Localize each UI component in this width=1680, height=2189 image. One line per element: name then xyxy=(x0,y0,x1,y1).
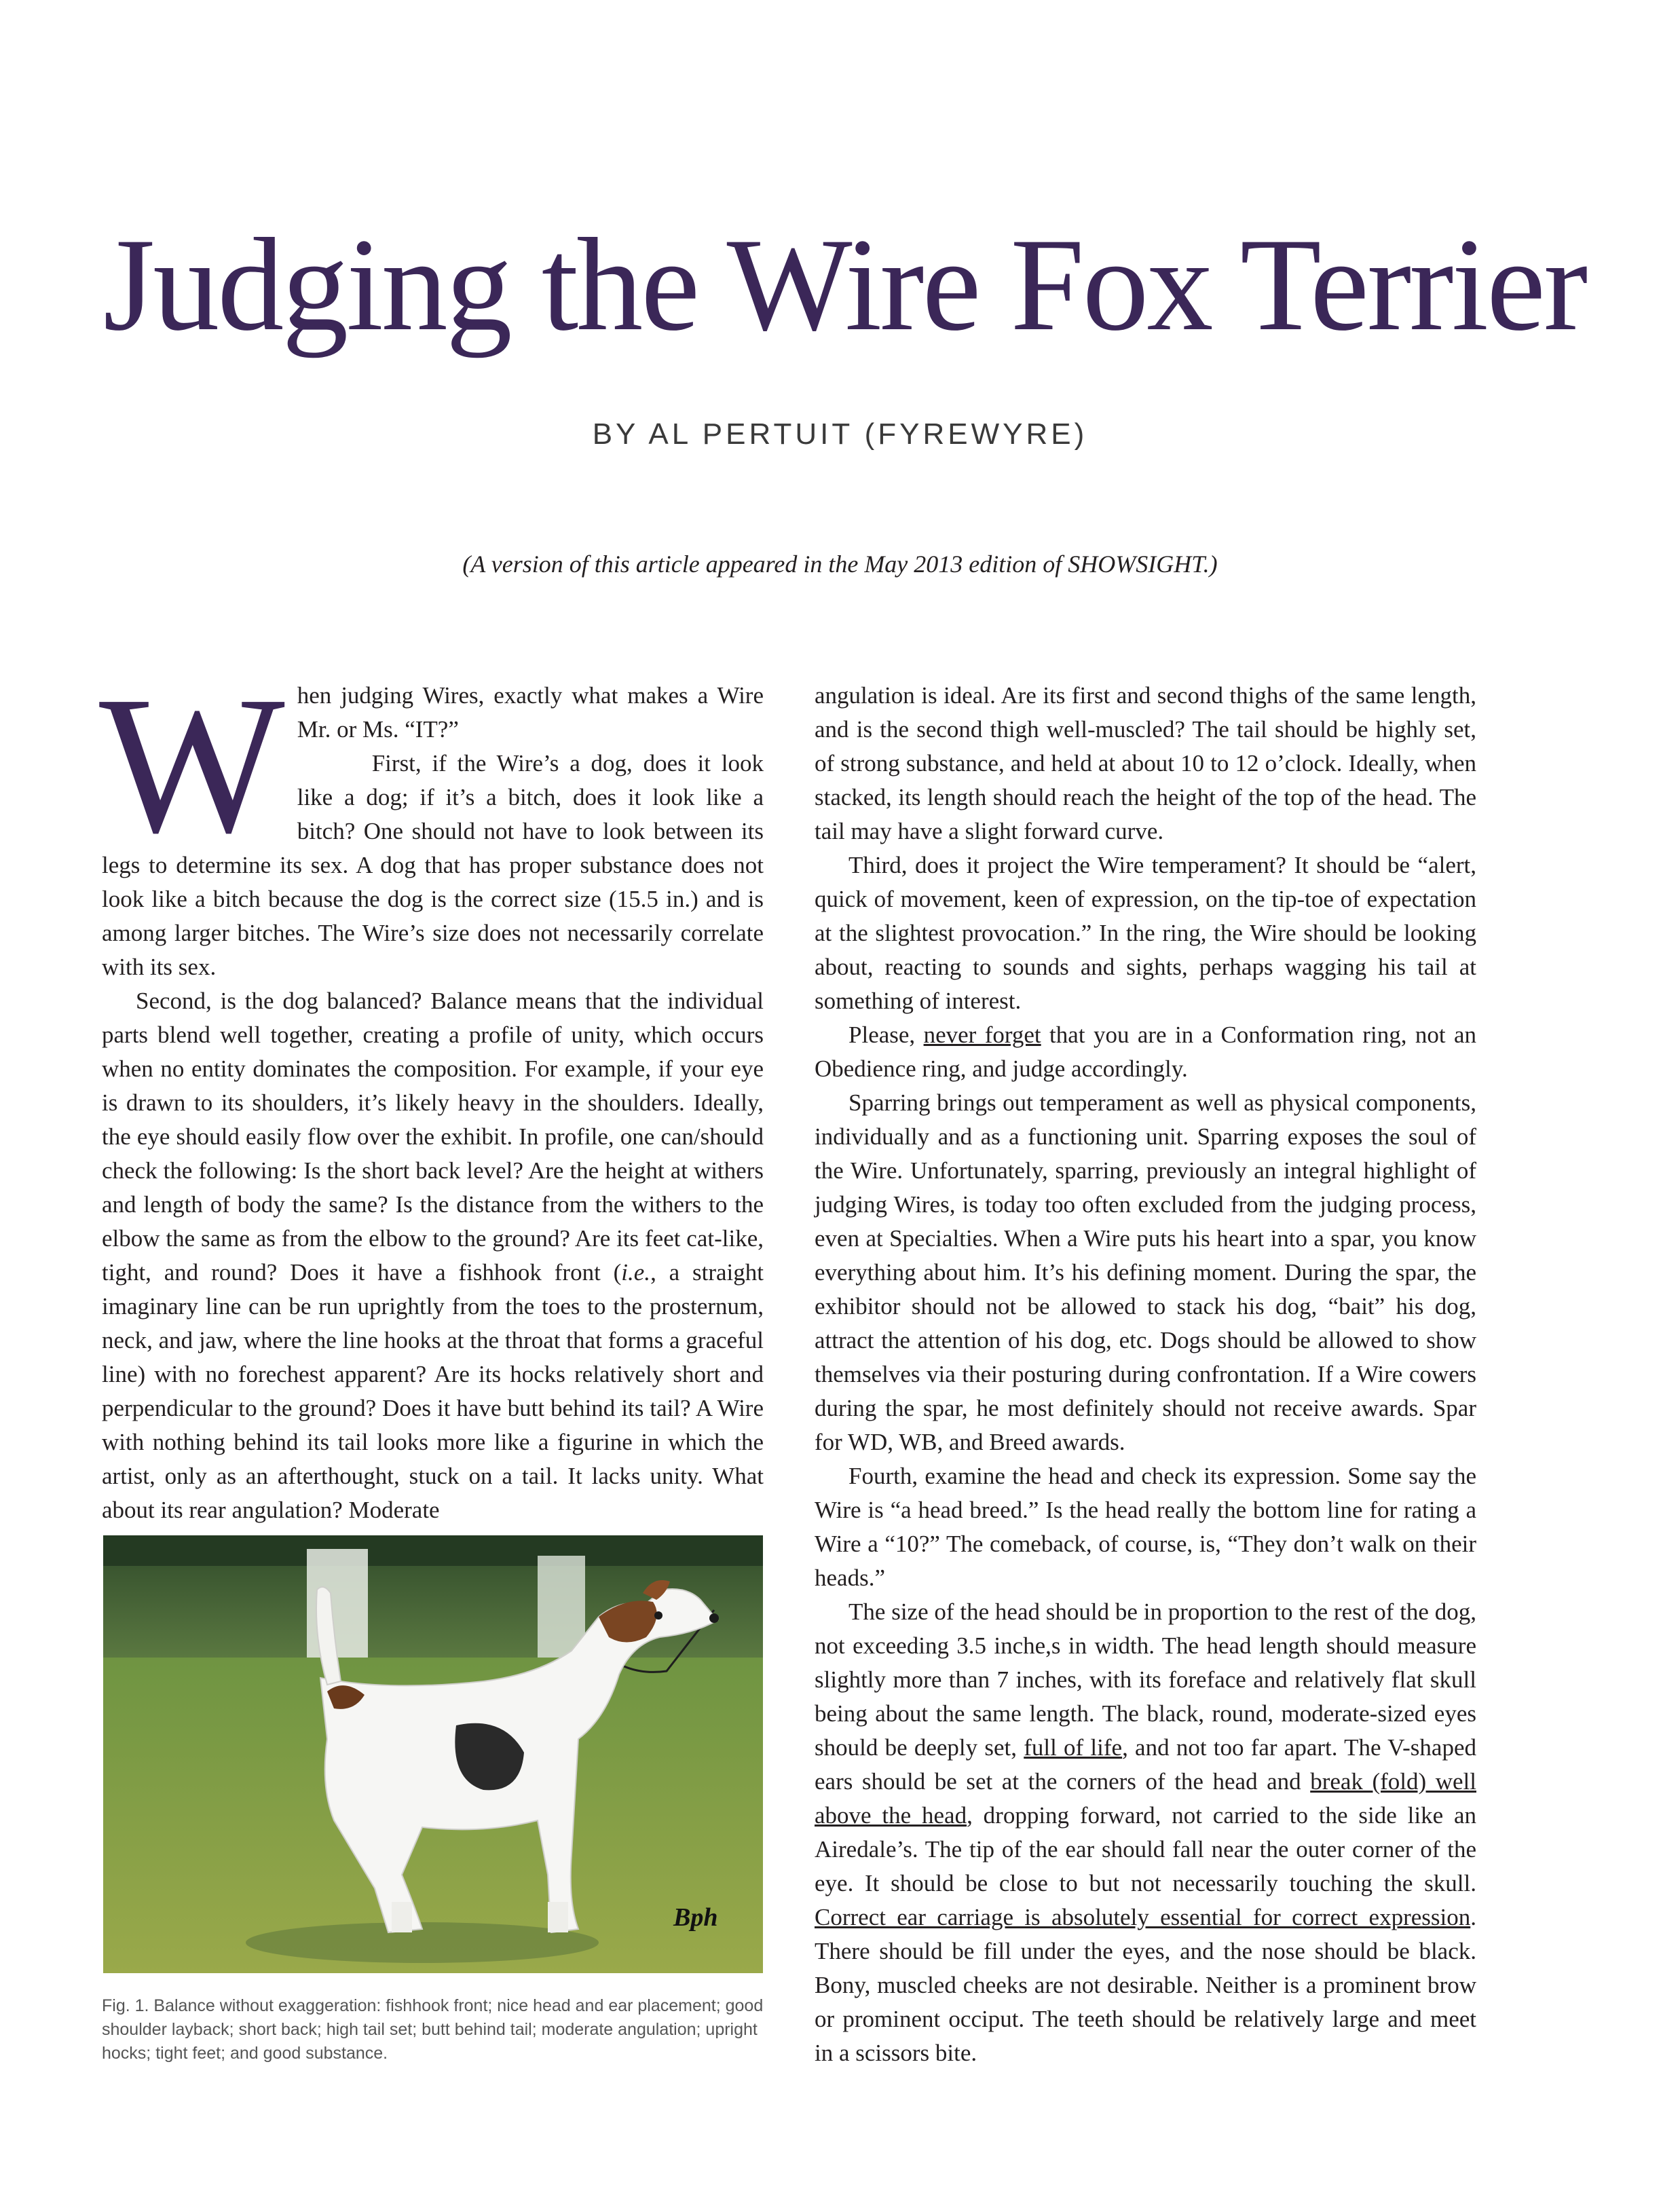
dog-photo xyxy=(103,1535,763,1973)
article-title: Judging the Wire Fox Terrier xyxy=(103,211,1586,358)
right-column xyxy=(815,679,1476,2070)
publication-note: (A version of this article appeared in the May 2013 edition of SHOWSIGHT.) xyxy=(462,550,1218,578)
drop-cap: W xyxy=(99,656,285,874)
figure-caption: Fig. 1. Balance without exaggeration: fishhook front; nice head and ear placement; good shoulder layback; short back; high tail set; butt behind tail; moderate angulation; upright hocks; tight feet; and good substance. xyxy=(102,1996,764,2063)
paragraph-1: When judging Wires, exactly what makes a Wire Mr. or Ms. “IT?” xyxy=(99,656,764,874)
paragraph-2: First, if the Wire’s a dog, does it look like a dog; if it’s a bitch, does it look like a bitch? One should not have to look between its legs to determine its sex. A dog that has proper substance does not look like a bitch because the dog is the correct size (15.5 in.) and is among larger bitches. The Wire’s size does not necessarily correlate with its sex. xyxy=(102,750,764,980)
byline: BY AL PERTUIT (FYREWYRE) xyxy=(592,417,1088,451)
paragraph-4: angulation is ideal. Are its first and second thighs of the same length, and is the second thigh well-muscled? The tail should be highly set, of strong substance, and held at about 10 to 12 o’clock. Ideally, when stacked, its length should reach the height of the top of the head. The tail may have a slight forward curve. xyxy=(815,682,1476,844)
left-column xyxy=(99,656,764,1527)
photographer-signature: Bph xyxy=(673,1903,718,1932)
paragraph-7: Sparring brings out temperament as well as physical components, individually and as a functioning unit. Sparring exposes the soul of the Wire. Unfortunately, sparring, previously an integral highlight of judging Wires, is today too often excluded from the judging process, even at Specialties. When a Wire puts his heart into a spar, you know everything about him. It’s his defining moment. During the spar, the exhibitor should not be allowed to stack his dog, “bait” his dog, attract the attention of his dog, etc. Dogs should be allowed to show themselves via their posturing during confrontation. If a Wire cowers during the spar, he most definitely should not receive awards. Spar for WD, WB, and Breed awards. xyxy=(815,1089,1476,1455)
paragraph-9: The size of the head should be in proportion to the rest of the dog, not exceeding 3.5 inche,s in width. The head length should measure slightly more than 7 inches, with its foreface and relatively flat skull being about the same length. The black, round, moderate-sized eyes should be deeply set, full of life, and not too far apart. The V-shaped ears should be set at the corners of the head and break (fold) well above the head, dropping forward, not carried to the side like an Airedale’s. The tip of the ear should fall near the outer corner of the eye. It should be close to but not necessarily touching the skull. Correct ear carriage is absolutely essential for correct expression. There should be fill under the eyes, and the nose should be black. Bony, muscled cheeks are not desirable. Neither is a prominent brow or prominent occiput. The teeth should be relatively large and meet in a scissors bite. xyxy=(815,1598,1476,2066)
paragraph-3: Second, is the dog balanced? Balance means that the individual parts blend well together, creating a profile of unity, which occurs when no entity dominates the composition. For example, if your eye is drawn to its shoulders, it’s likely heavy in the shoulders. Ideally, the eye should easily flow over the exhibit. In profile, one can/should check the following: Is the short back level? Are the height at withers and length of body the same? Is the distance from the withers to the elbow the same as from the elbow to the ground? Are its feet cat-like, tight, and round? Does it have a fishhook front (i.e., a straight imaginary line can be run uprightly from the toes to the prosternum, neck, and jaw, where the line hooks at the throat that forms a graceful line) with no forechest apparent? Are its hocks relatively short and perpendicular to the ground? Does it have butt behind its tail? A Wire with nothing behind its tail looks more like a figurine in which the artist, only as an afterthought, stuck on a tail. It lacks unity. What about its rear angulation? Moderate xyxy=(102,988,764,1523)
paragraph-6: Please, never forget that you are in a Conformation ring, not an Obedience ring, and judge accordingly. xyxy=(815,1022,1477,1082)
paragraph-5: Third, does it project the Wire temperament? It should be “alert, quick of movement, keen of expression, on the tip-toe of expectation at the slightest provocation.” In the ring, the Wire should be looking about, reacting to sounds and sights, perhaps wagging his tail at something of interest. xyxy=(815,852,1476,1014)
paragraph-8: Fourth, examine the head and check its expression. Some say the Wire is “a head breed.” Is the head really the bottom line for rating a Wire a “10?” The comeback, of course, is, “They don’t walk on their heads.” xyxy=(815,1463,1476,1591)
wire-fox-terrier-illustration xyxy=(103,1535,763,1973)
